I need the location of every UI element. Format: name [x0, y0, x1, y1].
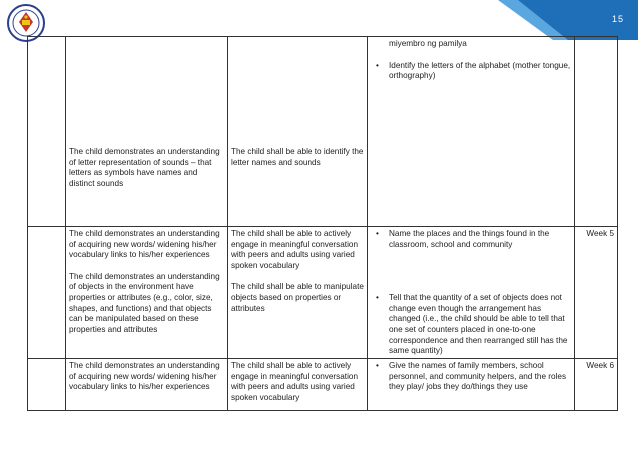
week-cell	[575, 37, 618, 227]
curriculum-table	[27, 36, 618, 411]
content-standard-text: The child demonstrates an understanding of objects in the environment have properties or attributes (e.g., color, size, shapes, and functions) and that objects can be manipulated based on these properties and attributes	[69, 271, 220, 334]
table-cell-blank	[28, 359, 66, 411]
performance-standard-text: The child shall be able to identify the letter names and sounds	[231, 147, 364, 167]
table-row	[28, 359, 618, 411]
week-cell: Week 5	[575, 227, 618, 359]
competency-cell	[368, 37, 575, 227]
competency-bullet: • Give the names of family members, school personnel, and community helpers, and the roles they play/ jobs they do/things they use	[371, 361, 571, 393]
competency-cell	[368, 227, 575, 359]
content-standard-text: The child demonstrates an understanding of acquiring new words/ widening his/her vocabulary links to his/her experiences	[69, 229, 220, 260]
competency-bullet: • Tell that the quantity of a set of objects does not change even though the arrangement has changed (i.e., the child should be able to tell that one set of counters placed in one-to-one correspondence and then rearranged still has the same quantity)	[371, 293, 571, 357]
competency-cell	[368, 359, 575, 411]
week-cell: Week 6	[575, 359, 618, 411]
performance-standard-text: The child shall be able to actively engage in meaningful conversation with peers and adults using varied spoken vocabulary	[231, 361, 358, 402]
table-row	[28, 227, 618, 359]
content-standard-cell	[66, 227, 228, 359]
table-cell-blank	[28, 227, 66, 359]
performance-standard-text: The child shall be able to manipulate objects based on properties or attributes	[231, 282, 364, 313]
performance-standard-text: The child shall be able to actively engage in meaningful conversation with peers and adults using varied spoken vocabulary	[231, 229, 358, 270]
table-row	[28, 37, 618, 227]
content-standard-cell	[66, 359, 228, 411]
competency-bullet: • Name the places and the things found in the classroom, school and community	[371, 229, 571, 250]
page-number: 15	[611, 14, 624, 24]
performance-standard-cell	[228, 359, 368, 411]
table-cell-blank	[28, 37, 66, 227]
content-standard-text: The child demonstrates an understanding of letter representation of sounds – that letters as symbols have names and distinct sounds	[69, 147, 220, 188]
content-standard-cell	[66, 37, 228, 227]
performance-standard-cell	[228, 37, 368, 227]
competency-bullet: • Identify the letters of the alphabet (mother tongue, orthography)	[371, 61, 571, 82]
competency-continuation: miyembro ng pamilya	[389, 39, 467, 48]
performance-standard-cell	[228, 227, 368, 359]
content-standard-text: The child demonstrates an understanding of acquiring new words/ widening his/her vocabulary links to his/her experiences	[69, 361, 220, 392]
